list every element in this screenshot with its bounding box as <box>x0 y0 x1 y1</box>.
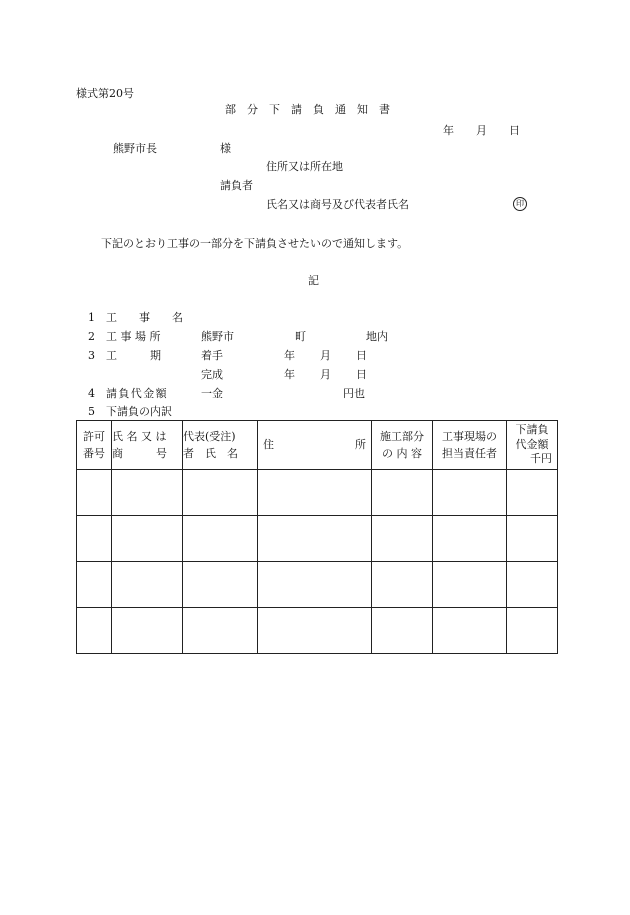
contractor-label: 請負者 <box>220 179 253 192</box>
table-cell[interactable] <box>183 470 258 516</box>
table-row <box>77 608 558 654</box>
item-5-label: 下請負の内訳 <box>106 405 172 418</box>
table-cell[interactable] <box>77 608 112 654</box>
header-company-name: 氏 名 又 は 商 号 <box>112 421 183 470</box>
table-cell[interactable] <box>433 516 507 562</box>
item-3-end-month: 月 <box>320 368 331 381</box>
item-4-label: 請負代金額 <box>106 387 168 400</box>
table-cell[interactable] <box>433 470 507 516</box>
item-5-number: 5 <box>88 405 95 418</box>
table-row <box>77 562 558 608</box>
table-cell[interactable] <box>372 470 433 516</box>
item-1-number: 1 <box>88 311 95 324</box>
item-4-prefix: 一金 <box>201 387 223 400</box>
item-1-label: 工 事 名 <box>106 311 183 324</box>
item-4-suffix: 円也 <box>343 387 365 400</box>
seal-mark: 印 <box>513 197 527 211</box>
item-3-start: 着手 <box>201 349 223 362</box>
address-label: 住所又は所在地 <box>266 160 343 173</box>
item-2-city: 熊野市 <box>201 330 234 343</box>
table-cell[interactable] <box>77 470 112 516</box>
statement: 下記のとおり工事の一部分を下請負させたいので通知します。 <box>101 237 409 250</box>
table-row <box>77 516 558 562</box>
table-cell[interactable] <box>507 516 558 562</box>
table-cell[interactable] <box>258 562 372 608</box>
header-site-manager: 工事現場の 担当責任者 <box>433 421 507 470</box>
table-header-row <box>77 421 558 470</box>
document-title: 部 分 下 請 負 通 知 書 <box>225 103 390 116</box>
item-3-start-year: 年 <box>284 349 295 362</box>
item-3-number: 3 <box>88 349 95 362</box>
item-2-number: 2 <box>88 330 95 343</box>
table-cell[interactable] <box>507 562 558 608</box>
name-label: 氏名又は商号及び代表者氏名 <box>266 198 409 211</box>
item-3-end-year: 年 <box>284 368 295 381</box>
table-cell[interactable] <box>183 516 258 562</box>
item-4-number: 4 <box>88 387 95 400</box>
addressee: 熊野市長 <box>113 142 157 155</box>
ki-mark: 記 <box>308 274 319 287</box>
item-3-start-day: 日 <box>356 349 367 362</box>
honorific: 様 <box>220 142 231 155</box>
table-cell[interactable] <box>507 470 558 516</box>
date-line: 年 月 日 <box>443 124 520 137</box>
table-cell[interactable] <box>77 562 112 608</box>
table-cell[interactable] <box>112 562 183 608</box>
table-cell[interactable] <box>372 562 433 608</box>
header-address: 住 所 <box>258 421 372 470</box>
table-cell[interactable] <box>372 608 433 654</box>
table-cell[interactable] <box>183 562 258 608</box>
table-cell[interactable] <box>433 608 507 654</box>
item-2-area: 地内 <box>366 330 388 343</box>
table-cell[interactable] <box>112 470 183 516</box>
item-3-start-month: 月 <box>320 349 331 362</box>
table-row <box>77 470 558 516</box>
item-3-end-day: 日 <box>356 368 367 381</box>
table-cell[interactable] <box>258 516 372 562</box>
item-2-label: 工 事 場 所 <box>106 330 161 343</box>
header-permit-number: 許可 番号 <box>77 421 112 470</box>
table-cell[interactable] <box>507 608 558 654</box>
table-cell[interactable] <box>183 608 258 654</box>
header-representative: 代表(受注) 者 氏 名 <box>183 421 258 470</box>
item-3-end: 完成 <box>201 368 223 381</box>
table-cell[interactable] <box>258 608 372 654</box>
header-work-part: 施工部分 の 内 容 <box>372 421 433 470</box>
table-cell[interactable] <box>77 516 112 562</box>
table-cell[interactable] <box>372 516 433 562</box>
table-cell[interactable] <box>112 608 183 654</box>
table-cell[interactable] <box>433 562 507 608</box>
item-3-label: 工 期 <box>106 349 161 362</box>
table-cell[interactable] <box>258 470 372 516</box>
item-2-town: 町 <box>295 330 306 343</box>
subcontract-table <box>76 420 558 654</box>
table-cell[interactable] <box>112 516 183 562</box>
header-contract-amount: 下請負 代金額 千円 <box>507 421 558 470</box>
form-number: 様式第20号 <box>76 87 134 100</box>
